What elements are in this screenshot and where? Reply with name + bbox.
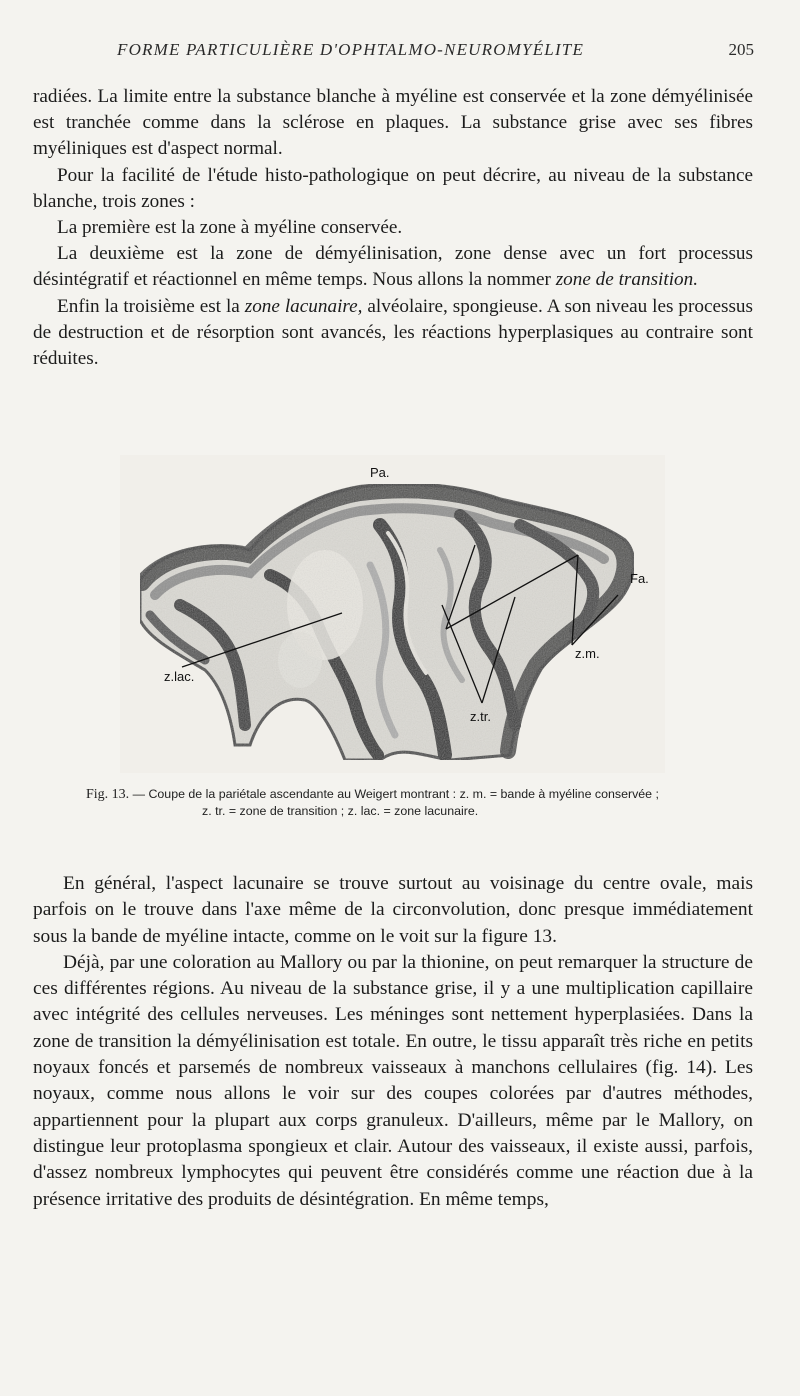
label-fa: Fa.: [630, 571, 649, 586]
paragraph-5-text-a: Enfin la troisième est la: [57, 295, 245, 317]
paragraph-4-italic: zone de transition.: [555, 269, 699, 291]
figure-caption: [86, 786, 776, 819]
paragraph-4: [33, 241, 753, 293]
label-pa: Pa.: [370, 465, 390, 480]
paragraph-3: La première est la zone à myéline conservée.: [57, 217, 403, 239]
figure-13: [120, 455, 665, 773]
brain-section-micrograph: [120, 455, 665, 773]
paragraph-5-italic: zone lacunaire,: [244, 295, 363, 317]
top-text-block: [33, 84, 753, 372]
paragraph-6: En général, l'aspect lacunaire se trouve surtout au voisinage du centre ovale, mais parfois on le trouve dans l'axe même de la circonvolution, donc presque immédiatement sous la bande de myéline intacte, comme on le voit sur la figure 13.: [33, 873, 753, 947]
label-zlac: z.lac.: [164, 669, 195, 684]
bottom-text-block: [33, 871, 753, 1213]
paragraph-2: Pour la facilité de l'étude histo-pathologique on peut décrire, au niveau de la substance blanche, trois zones :: [33, 164, 753, 212]
running-title: FORME PARTICULIÈRE D'OPHTALMO-NEUROMYÉLITE: [117, 40, 585, 59]
page-number: 205: [728, 40, 754, 59]
paragraph-4-text: La deuxième est la zone de démyélinisation, zone dense avec un fort processus désintégratif et réactionnel en même temps. Nous allons la nommer: [33, 243, 753, 291]
caption-figure-number: Fig. 13.: [86, 787, 130, 802]
caption-line-2: z. tr. = zone de transition ; z. lac. = zone lacunaire.: [202, 804, 479, 818]
paragraph-7: Déjà, par une coloration au Mallory ou par la thionine, on peut remarquer la structure de ces différentes régions. Au niveau de la substance grise, il y a une multiplication capillaire avec intégrité des cellules nerveuses. Les méninges sont nettement hyperplasiées. Dans la zone de transition la démyélinisation est totale. En outre, le tissu apparaît très riche en petits noyaux foncés et parsemés de nombreux vaisseaux à manchons cellulaires (fig. 14). Les noyaux, comme nous allons le voir sur des coupes colorées par d'autres méthodes, appartiennent pour la plupart aux corps granuleux. D'ailleurs, même par le Mallory, on distingue leur protoplasma spongieux et clair. Autour des vaisseaux, il existe aussi, parfois, d'assez nombreux lymphocytes qui peuvent être considérés comme une réaction due à la présence irritative des produits de désintégration. En même temps,: [33, 951, 753, 1210]
caption-line-1: [86, 786, 776, 803]
paragraph-5-text-b: alvéolaire, spongieuse. A son niveau les processus de destruction et de résorption sont avancés, les réactions hyperplasiques au contraire sont réduites.: [33, 295, 753, 370]
label-zm: z.m.: [575, 646, 600, 661]
paragraph-5: [33, 294, 753, 373]
caption-text-1: — Coupe de la pariétale ascendante au Weigert montrant : z. m. = bande à myéline conservée ;: [129, 787, 659, 801]
page-header: [0, 40, 800, 64]
paragraph-1: radiées. La limite entre la substance blanche à myéline est conservée et la zone démyélinisée est tranchée comme dans la sclérose en plaques. La substance grise avec ses fibres myéliniques est d'aspect normal.: [33, 86, 753, 160]
label-ztr: z.tr.: [470, 709, 491, 724]
